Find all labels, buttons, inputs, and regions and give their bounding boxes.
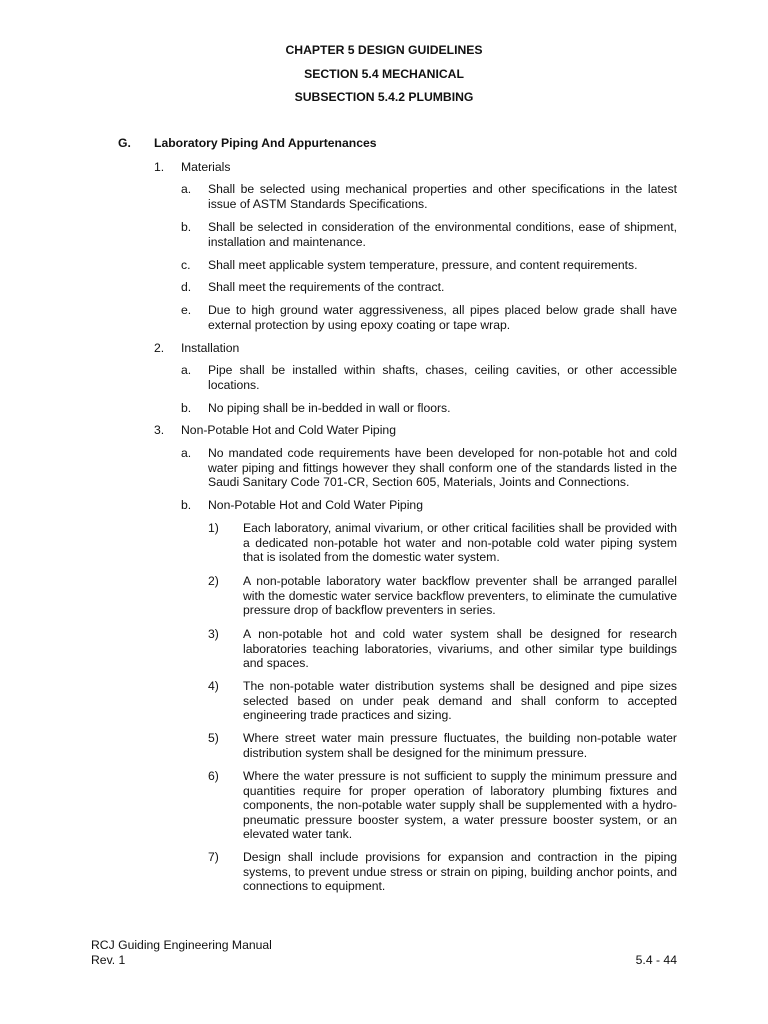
footer-revision: Rev. 1: [91, 952, 126, 967]
item-2b-letter: b.: [181, 401, 192, 415]
item-3b3-text: A non-potable hot and cold water system shall be designed for research laboratories teaching laboratories, vivariums, and other similar type buildings and spaces.: [243, 627, 677, 671]
item-3-number: 3.: [154, 423, 165, 437]
item-3a-letter: a.: [181, 446, 192, 460]
document-headings: [0, 43, 768, 114]
item-1e-text: Due to high ground water aggressiveness, all pipes placed below grade shall have external protection by using epoxy coating or tape wrap.: [208, 303, 677, 332]
item-1c-letter: c.: [181, 258, 191, 272]
item-1e-letter: e.: [181, 303, 192, 317]
item-3b7-text: Design shall include provisions for expansion and contraction in the piping systems, to prevent undue stress or strain on piping, building anchor points, and connections to equipment.: [243, 850, 677, 894]
item-1a-text: Shall be selected using mechanical properties and other specifications in the latest issue of ASTM Standards Specifications.: [208, 182, 677, 211]
item-3b2-text: A non-potable laboratory water backflow preventer shall be arranged parallel with the domestic water service backflow preventers, to eliminate the cumulative pressure drop of backflow preventers in series.: [243, 574, 677, 618]
item-3b3-number: 3): [208, 627, 219, 641]
item-3b6-text: Where the water pressure is not sufficient to supply the minimum pressure and quantities require for proper operation of laboratory plumbing fixtures and components, the non-potable water supply shall be supplemented with a hydro-pneumatic pressure booster system, a water pressure booster system, or an elevated water tank.: [243, 769, 677, 842]
item-3a-text: No mandated code requirements have been developed for non-potable hot and cold water piping and fittings however they shall conform one of the standards listed in the Saudi Sanitary Code 701-CR, Section 605, Materials, Joints and Connections.: [208, 446, 677, 490]
item-3b5-text: Where street water main pressure fluctuates, the building non-potable water distribution system shall be designed for the minimum pressure.: [243, 731, 677, 760]
item-1d-letter: d.: [181, 280, 192, 294]
chapter-heading: CHAPTER 5 DESIGN GUIDELINES: [285, 43, 483, 57]
item-1a-letter: a.: [181, 182, 192, 196]
item-3-title: Non-Potable Hot and Cold Water Piping: [181, 423, 396, 437]
item-3b-letter: b.: [181, 498, 192, 512]
item-2-title: Installation: [181, 341, 240, 355]
section-g-label: G.: [118, 136, 131, 150]
section-heading: SECTION 5.4 MECHANICAL: [304, 66, 464, 81]
item-2b-text: No piping shall be in-bedded in wall or floors.: [208, 401, 451, 415]
item-1-number: 1.: [154, 160, 165, 174]
item-3b4-text: The non-potable water distribution systems shall be designed and pipe sizes selected based on under peak demand and shall conform to accepted engineering trade practices and sizing.: [243, 679, 677, 723]
item-1-title: Materials: [181, 160, 231, 174]
item-1d-text: Shall meet the requirements of the contract.: [208, 280, 445, 294]
item-3b5-number: 5): [208, 731, 219, 745]
item-2a-letter: a.: [181, 363, 192, 377]
footer-manual-title: RCJ Guiding Engineering Manual: [91, 938, 272, 952]
item-2-number: 2.: [154, 341, 165, 355]
item-2a-text: Pipe shall be installed within shafts, chases, ceiling cavities, or other accessible locations.: [208, 363, 677, 392]
item-1c-text: Shall meet applicable system temperature, pressure, and content requirements.: [208, 258, 638, 272]
item-3b6-number: 6): [208, 769, 219, 783]
item-1b-letter: b.: [181, 220, 192, 234]
item-3b2-number: 2): [208, 574, 219, 588]
item-1b-text: Shall be selected in consideration of the environmental conditions, ease of shipment, installation and maintenance.: [208, 220, 677, 249]
item-3b-text: Non-Potable Hot and Cold Water Piping: [208, 498, 423, 512]
subsection-heading: SUBSECTION 5.4.2 PLUMBING: [294, 90, 474, 104]
footer-page-number: 5.4 - 44: [635, 953, 677, 967]
item-3b7-number: 7): [208, 850, 219, 864]
item-3b1-text: Each laboratory, animal vivarium, or other critical facilities shall be provided with a dedicated non-potable hot water and non-potable cold water piping system that is isolated from the domestic water system.: [243, 521, 677, 565]
item-3b4-number: 4): [208, 679, 219, 693]
item-3b1-number: 1): [208, 521, 219, 535]
section-g-title: Laboratory Piping And Appurtenances: [154, 136, 377, 150]
footer-left: [91, 938, 272, 967]
